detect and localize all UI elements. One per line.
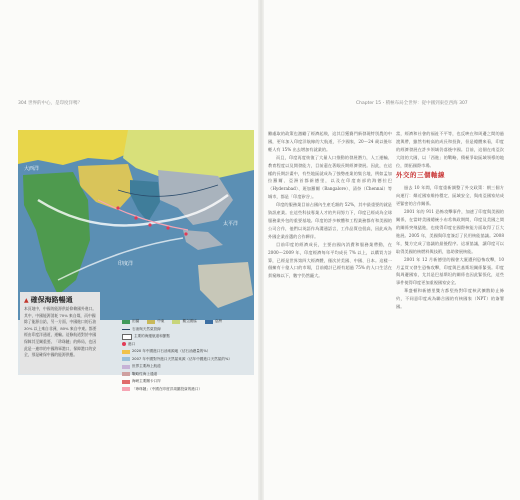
legend-label: 港口 — [128, 341, 136, 346]
legend-row — [122, 386, 252, 394]
gas-source-icon — [122, 357, 130, 361]
text-column-1 — [268, 130, 392, 280]
sea-route-icon — [122, 365, 130, 369]
legend-row — [122, 333, 252, 341]
book-gutter — [258, 0, 264, 500]
paragraph: 過去 10 年間，印度重新調整了外交政策：朝三個方向運行：鄰近國家維持穩定、區域安全，與南亞國家結成更緊密的合作關係。 — [396, 185, 504, 207]
legend-label: 田園 — [132, 319, 140, 324]
legend-label: 戰略性海上通道 — [132, 371, 158, 376]
map-figure — [18, 130, 254, 391]
legend-label: 亞洲 — [214, 319, 222, 324]
paragraph: 2001 年 12 月新德里的國會大廈遭到恐怖攻擊，10 月孟買又發生恐怖攻擊，印度與巴基斯坦關係緊張。印度與周邊國家，尤其是巴基斯坦的關係也因此緊張化，這些事件使得印度更加重視國家安全。 — [396, 256, 504, 286]
text-column-2 — [396, 130, 504, 311]
legend-swatch — [205, 320, 213, 324]
legend-label: 主要的海運航道和節點 — [134, 334, 170, 339]
legend-swatch — [122, 320, 130, 324]
triangle-icon: ▲ — [24, 297, 29, 304]
legend-label: 中東 — [157, 319, 165, 324]
port-marker — [184, 232, 187, 235]
legend-region-item — [122, 319, 139, 324]
legend-swatch — [147, 320, 155, 324]
legend-region-item — [205, 319, 222, 324]
port-icon — [122, 342, 126, 346]
paragraph: 印度的服務業目前占國內生產毛額的 52%，其中最重要的就是資訊產業。在這些科技專業人才的共同努力下，印度已經成為全球服務業外包的重要基地。印度的許多軟體和工程業務都有和美國的公司合作，他們以英語作為溝通語言，工作品質也很高，因此成為外國企業首選的合作夥伴。 — [268, 202, 392, 239]
map-legend — [122, 318, 252, 393]
legend-label: 獨立國協 — [182, 319, 197, 324]
legend-label: 「珍珠鏈」（中國在印度洋周圍投資的港口） — [132, 386, 203, 391]
sidebar-title — [24, 295, 73, 305]
map-label-pacific: 太平洋 — [223, 221, 239, 227]
legend-row — [122, 356, 252, 364]
legend-row — [122, 378, 252, 386]
map-label-atlantic: 大西洋 — [24, 166, 40, 172]
legend-row — [122, 348, 252, 356]
legend-label: 2007 年中國對外進口天然氣來源（佔年中國進口天然氣的%） — [132, 356, 232, 361]
legend-label: 石油與天然氣管線 — [132, 326, 161, 331]
paragraph: 華盛頓和新德里雙方都堅持對印度核武擴散防止條約，不同意印度成為聯合國的有核國家（NPT）的簽署國。 — [396, 288, 504, 310]
legend-swatch — [172, 320, 180, 324]
legend-row — [122, 363, 252, 371]
paragraph: 而且，印度再度恢復了大量人口推動的發展潛力，人工運輸、教育程度以及開發能力，目前還在著眼長期經濟發展。因此，在這樣的長期計畫中，有些地區就成為了強勢產業的集合地，例如孟加拉羅爾、亞洲首都新德里，以及在印度南部的海德拉巴（Hyderabad）、班加羅爾（Bangalore）、清奈（Chennai）等城市，都是「印度矽谷」。 — [268, 154, 392, 200]
port-marker — [148, 223, 151, 226]
legend-row — [122, 341, 252, 349]
port-marker — [166, 226, 169, 229]
legend-row — [122, 326, 252, 334]
legend-region-item — [147, 319, 164, 324]
sidebar-title-text: 確保海路暢通 — [30, 296, 73, 304]
legend-region-row — [122, 318, 252, 326]
strategic-passage-icon — [122, 372, 130, 376]
legend-row — [122, 371, 252, 379]
sidebar-box — [20, 292, 100, 374]
port-marker — [116, 206, 119, 209]
left-running-header: 304 世界的中心，是印度洋嗎？ — [18, 101, 83, 106]
legend-label: 2020 年中國進口石油來源地（佔石油總量的%） — [132, 349, 211, 354]
paragraph: 2001 年的 911 恐怖攻擊事件，加速了印度與美國的關係，在當時美國總統小布希執政期間，印度及美國之間的關係突飛猛進，也使得印度在國際核能方面取得了巨大進展。2005 年，美國與印度簽訂了民用核能協議。2008 年，雙方完成了協議的最後程序。這項協議，讓印度可以取得美國的核燃料與技術，協助發展核能。 — [396, 209, 504, 254]
map-label-indian-ocean: 印度洋 — [118, 261, 134, 267]
string-of-pearls-icon — [122, 387, 130, 391]
sidebar-body: 本頁地中，中國的能源供給仰賴國外進口。其中，中國能源消耗 70% 來自煤，而中國除了能源自給，另一方面，中國進口的石油 30% 以上來自非洲，80% 來自中東。都要經由印度洋通道，運輸。這條航道對於中國保障其至關重要。「珍珠鏈」的佈局，也因此是一連串的中國海軍港口，保障港口的安全，那是確保中國的能源供應。 — [24, 306, 97, 358]
chokepoint-icon — [122, 380, 130, 384]
section-heading: 外交的三個軸線 — [396, 170, 445, 179]
pipeline-line-icon — [122, 329, 130, 330]
oil-source-icon — [122, 350, 130, 354]
legend-label: 海峽主要關卡口岸 — [132, 379, 161, 384]
paragraph: 目前印度的經濟成長，主要由國內消費和服務業帶動，在 2000～2009 年，印度經濟每年平均成長 7% 以上，以購買力計算，已經是世界第四大經濟體，僅次於美國、中國、日本。這樣一個擁有十億人口的市場，目前總計已經有超過 75% 的人口生活在貧窮線以下，數字仍然龐大。 — [268, 241, 392, 279]
legend-label: 世界主要海上航道 — [132, 364, 161, 369]
port-marker — [134, 216, 137, 219]
legend-region-item — [172, 319, 196, 324]
paragraph: 難處取的政策也激勵了經濟起飛，這其目獲賽門新發現特別農的中國，更年加入印度洋航線的大航道，不少國家，20～24 歲以後年輕人有 15% 出去增加有就業的。 — [268, 131, 392, 152]
right-running-header: Chapter 15・積極布局全世界：從中國到東亞西海 307 — [356, 101, 468, 106]
paragraph: 當，經濟和社會的福祉不平等，也反映在和周邊之間的過渡與帶，雖然有較高的成長和投資，但是總體來看，印度的經濟發展在許多領域仍落後中國。目前，這個在南亞次大陸的大國，以「西進」的戰略，積極爭取區域領導的地位，開拓國際市場。 — [396, 131, 504, 168]
sea-lane-icon — [122, 334, 132, 340]
